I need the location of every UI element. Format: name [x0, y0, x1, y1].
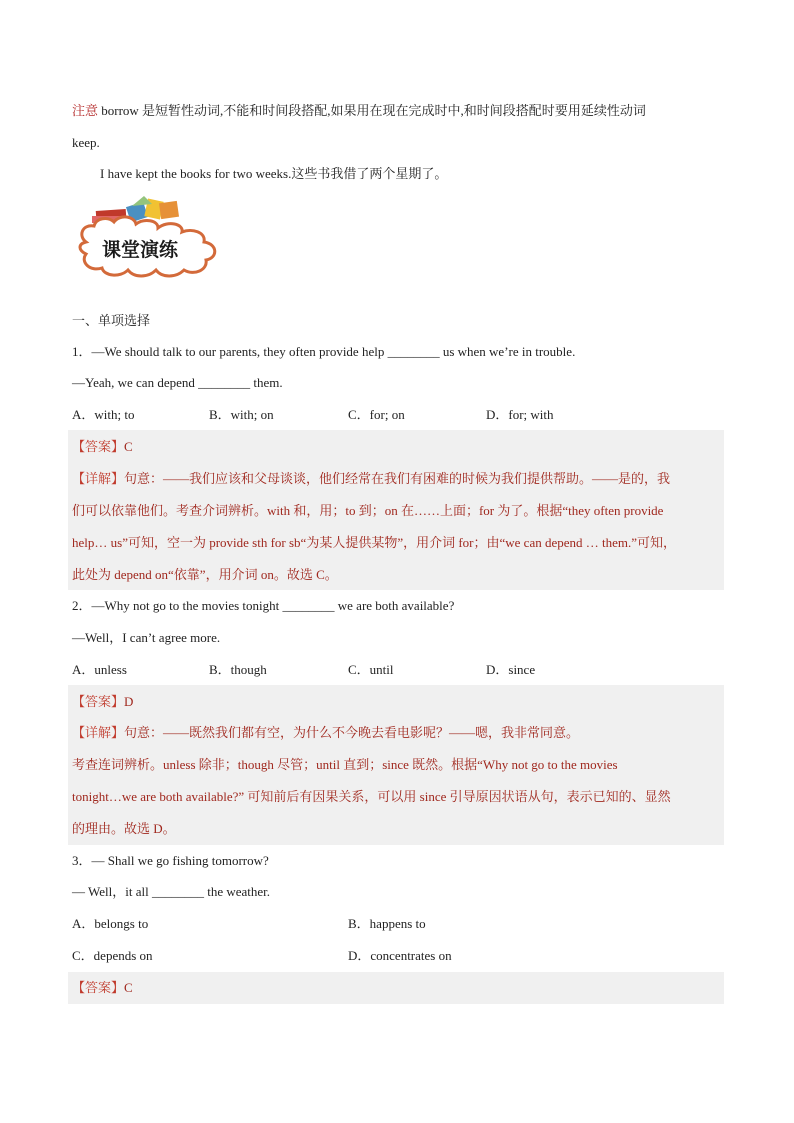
question-1-option-b[interactable]: B．with; on — [209, 407, 274, 422]
detail-text: 句意：——我们应该和父母谈谈，他们经常在我们有困难的时候为我们提供帮助。——是的，我 — [124, 471, 671, 486]
question-2-detail-2: 考查连词辨析。unless 除非；though 尽管；until 直到；since 既然。根据“Why not go to the movies — [72, 757, 618, 772]
answer-label: 【答案】 — [72, 694, 125, 709]
question-1-option-a[interactable]: A．with; to — [72, 407, 135, 422]
logo-text: 课堂演练 — [102, 239, 179, 261]
answer-value: C — [124, 980, 133, 995]
question-2-detail-3: tonight…we are both available?” 可知前后有因果关系，可以用 since 引导原因状语从句，表示已知的、显然 — [72, 789, 671, 804]
question-3-option-a[interactable]: A．belongs to — [72, 916, 149, 931]
question-2-option-d[interactable]: D．since — [486, 662, 536, 677]
answer-label: 【答案】 — [72, 980, 125, 995]
question-3-line-1: 3．— Shall we go fishing tomorrow? — [72, 853, 269, 868]
note-line-1 — [72, 102, 646, 120]
detail-text: 句意：——既然我们都有空，为什么不今晚去看电影呢？——嗯，我非常同意。 — [124, 725, 580, 740]
question-1-option-d[interactable]: D．for; with — [486, 407, 554, 422]
question-3-line-2: — Well，it all ________ the weather. — [72, 884, 271, 899]
question-3-answer — [72, 979, 133, 997]
section-title: 一、单项选择 — [72, 313, 151, 328]
question-2-option-a[interactable]: A．unless — [72, 662, 127, 677]
question-3-option-c[interactable]: C．depends on — [72, 948, 153, 963]
question-2-option-b[interactable]: B．though — [209, 662, 267, 677]
question-1-detail-3: help… us”可知，空一为 provide sth for sb“为某人提供某物”，用介词 for；由“we can depend … them.”可知， — [72, 535, 677, 550]
note-example: I have kept the books for two weeks.这些书我借了两个星期了。 — [100, 166, 448, 181]
answer-value: D — [124, 694, 134, 709]
question-1-detail-2: 们可以依靠他们。考查介词辨析。with 和，用；to 到；on 在……上面；for 为了。根据“they often provide — [72, 503, 664, 518]
question-1-line-1: 1．—We should talk to our parents, they often provide help ________ us when we’re in trouble. — [72, 344, 576, 359]
question-3-option-b[interactable]: B．happens to — [348, 916, 426, 931]
detail-label: 【详解】 — [72, 471, 125, 486]
question-2-option-c[interactable]: C．until — [348, 662, 394, 677]
question-2-answer — [72, 693, 133, 711]
note-line-2: keep. — [72, 135, 100, 150]
question-2-detail-4: 的理由。故选 D。 — [72, 821, 176, 836]
question-3-option-d[interactable]: D．concentrates on — [348, 948, 452, 963]
note-text: borrow 是短暂性动词,不能和时间段搭配,如果用在现在完成时中,和时间段搭配时要用延续性动词 — [98, 103, 646, 118]
question-1-option-c[interactable]: C．for; on — [348, 407, 405, 422]
question-2-detail-1 — [72, 724, 579, 742]
question-2-line-2: —Well，I can’t agree more. — [72, 630, 221, 645]
question-1-detail-1 — [72, 470, 670, 488]
question-1-answer — [72, 438, 133, 456]
question-1-line-2: —Yeah, we can depend ________ them. — [72, 375, 283, 390]
answer-value: C — [124, 439, 133, 454]
question-3-answer-block — [68, 972, 724, 1004]
detail-label: 【详解】 — [72, 725, 125, 740]
answer-label: 【答案】 — [72, 439, 125, 454]
question-2-line-1: 2．—Why not go to the movies tonight ________ we are both available? — [72, 598, 455, 613]
classroom-practice-logo — [72, 196, 228, 282]
note-label: 注意 — [72, 103, 99, 118]
question-1-detail-4: 此处为 depend on“依靠”，用介词 on。故选 C。 — [72, 567, 338, 582]
